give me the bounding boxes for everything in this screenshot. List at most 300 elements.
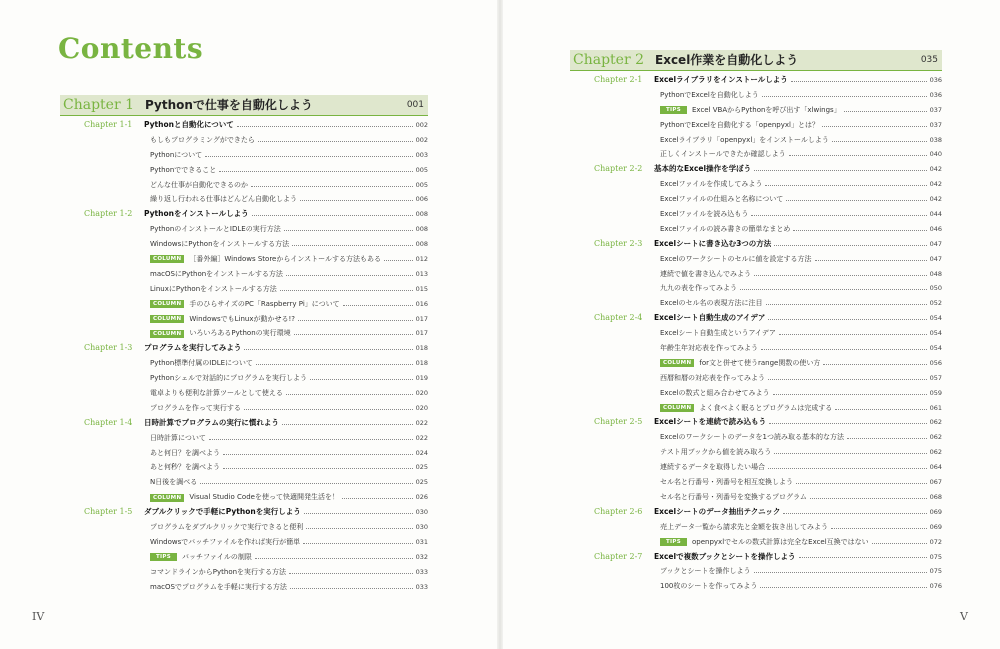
dot-leader (343, 305, 413, 306)
toc-item-row (60, 297, 428, 312)
section-title: ダブルクリックで手軽にPythonを実行しよう (144, 507, 301, 517)
toc-item-row (570, 88, 942, 103)
toc-entry (660, 192, 942, 207)
chapter-page: 001 (406, 100, 424, 110)
toc-entry (660, 222, 942, 237)
toc-item-row (570, 445, 942, 460)
dot-leader (286, 275, 413, 276)
toc-chapter-1 (60, 95, 428, 595)
toc-item-row (570, 118, 942, 133)
item-title: どんな仕事が自動化できるのか (150, 180, 248, 189)
toc-entry (150, 192, 428, 207)
item-title: Excelのワークシートのデータを1つ読み取る基本的な方法 (660, 433, 844, 442)
toc-entry (150, 297, 428, 312)
section-label: Chapter 2-7 (594, 551, 643, 561)
section-label: Chapter 2-2 (594, 164, 643, 174)
toc-item-row (60, 401, 428, 416)
toc-section-row (570, 550, 942, 565)
section-title: プログラムを実行してみよう (144, 343, 242, 353)
page-number: 015 (415, 284, 428, 293)
toc-entry (150, 386, 428, 401)
toc-entry (654, 415, 942, 430)
page-number: 048 (929, 269, 942, 278)
column-badge: COLUMN (150, 255, 184, 263)
dot-leader (740, 289, 927, 290)
page-number: 038 (929, 135, 942, 144)
page-number: 040 (929, 150, 942, 159)
toc-item-row (60, 520, 428, 535)
page-number: 062 (929, 448, 942, 457)
dot-leader (823, 364, 926, 365)
page-number: 031 (415, 537, 428, 546)
toc-section-row (570, 162, 942, 177)
tips-badge: TIPS (660, 106, 687, 114)
toc-entry (660, 490, 942, 505)
toc-entry (144, 118, 428, 133)
toc-entry (150, 282, 428, 297)
toc-item-row (570, 490, 942, 505)
dot-leader (342, 498, 413, 499)
toc-item-row (570, 192, 942, 207)
dot-leader (219, 171, 412, 172)
item-title: Pythonについて (150, 150, 203, 159)
page-number: 044 (929, 210, 942, 219)
item-title: Excelファイルの読み書きの簡単なまとめ (660, 224, 791, 233)
column-badge: COLUMN (660, 359, 694, 367)
toc-entry (144, 416, 428, 431)
toc-item-row (570, 386, 942, 401)
item-title: よく食べよく眠るとプログラムは完成する (699, 403, 833, 412)
page-number: 033 (415, 567, 428, 576)
toc-entry (660, 207, 942, 222)
toc-item-row (570, 267, 942, 282)
section-label: Chapter 1-1 (84, 120, 133, 129)
page-number: 018 (415, 359, 428, 368)
page-number: 059 (929, 388, 942, 397)
item-title: Excelファイルの仕組みと名称について (660, 195, 784, 204)
toc-entry (660, 296, 942, 311)
column-badge: COLUMN (150, 315, 184, 323)
section-title: Excelシートに書き込む3つの方法 (654, 238, 772, 248)
item-title: Excelライブラリ「openpyxl」をインストールしよう (660, 135, 829, 144)
dot-leader (252, 215, 413, 216)
item-title: Excel VBAからPythonを呼び出す「xlwings」 (692, 105, 841, 114)
dot-leader (294, 334, 413, 335)
toc-item-row (60, 565, 428, 580)
toc-item-row (570, 460, 942, 475)
toc-entry (654, 505, 942, 520)
toc-entry (660, 326, 942, 341)
toc-item-row (570, 133, 942, 148)
toc-entry (150, 550, 428, 565)
toc-entry (654, 237, 942, 252)
toc-item-row (60, 446, 428, 461)
toc-entry (144, 341, 428, 356)
page-number: 030 (415, 508, 428, 517)
dot-leader (290, 588, 413, 589)
toc-item-row (60, 237, 428, 252)
dot-leader (822, 126, 927, 127)
item-title: LinuxにPythonをインストールする方法 (150, 284, 277, 293)
dot-leader (282, 424, 413, 425)
item-title: PythonでExcelを自動化する「openpyxl」とは？ (660, 120, 819, 129)
toc-entry (660, 88, 942, 103)
column-badge: COLUMN (150, 494, 184, 502)
toc-entry (654, 73, 942, 88)
toc-item-row (570, 564, 942, 579)
toc-entry (660, 147, 942, 162)
page-number: 036 (929, 90, 942, 99)
toc-item-row (570, 103, 942, 118)
dot-leader (280, 290, 413, 291)
toc-item-row (60, 580, 428, 595)
chapter-heading (570, 50, 942, 71)
section-label: Chapter 2-1 (594, 75, 643, 84)
toc-section-row (570, 505, 942, 520)
page-number: 025 (415, 478, 428, 487)
chapter-title: Excel作業を自動化しよう (655, 53, 799, 67)
item-title: 繰り返し行われる仕事はどんどん自動化しよう (150, 195, 297, 204)
toc-item-row (60, 148, 428, 163)
section-label: Chapter 2-3 (594, 238, 643, 248)
dot-leader (769, 423, 927, 424)
dot-leader (796, 483, 927, 484)
toc-item-row (60, 431, 428, 446)
toc-entry (660, 430, 942, 445)
page-number: 054 (929, 314, 942, 323)
dot-leader (810, 498, 927, 499)
dot-leader (223, 454, 413, 455)
toc-entry (150, 401, 428, 416)
toc-entry (150, 460, 428, 475)
item-title: for文と併せて使うrange関数の使い方 (699, 358, 821, 367)
toc-item-row (570, 401, 942, 416)
page-number: 008 (415, 225, 428, 234)
dot-leader (244, 409, 413, 410)
item-title: WindowsでもLinuxが動かせる!? (189, 314, 296, 323)
dot-leader (768, 468, 927, 469)
chapter-heading (60, 95, 428, 116)
page-number: 069 (929, 507, 942, 516)
toc-entry (660, 401, 942, 416)
dot-leader (768, 379, 927, 380)
toc-item-row (60, 222, 428, 237)
item-title: ブックとシートを操作しよう (660, 567, 751, 576)
toc-entry (150, 475, 428, 490)
dot-leader (200, 483, 412, 484)
toc-entry (150, 237, 428, 252)
toc-entry (150, 490, 428, 505)
toc-section-row (60, 505, 428, 520)
contents-title: Contents (58, 32, 204, 65)
tips-badge: TIPS (150, 553, 177, 561)
page-number: 032 (415, 552, 428, 561)
section-title: 基本的なExcel操作を学ぼう (654, 164, 752, 174)
toc-entry (144, 505, 428, 520)
section-label: Chapter 2-4 (594, 313, 643, 323)
section-label: Chapter 1-4 (84, 417, 133, 427)
toc-section-row (60, 207, 428, 222)
dot-leader (799, 557, 927, 558)
toc-item-row (60, 550, 428, 565)
page-number: 033 (415, 582, 428, 591)
toc-section-row (570, 311, 942, 326)
toc-item-row (60, 178, 428, 193)
page-number: 012 (415, 255, 428, 264)
page-number: 067 (929, 478, 942, 487)
dot-leader (286, 394, 413, 395)
toc-entry (660, 371, 942, 386)
column-badge: COLUMN (150, 330, 184, 338)
dot-leader (255, 558, 413, 559)
item-title: セル名と行番号・列番号を相互変換しよう (660, 478, 793, 487)
dot-leader (815, 260, 927, 261)
toc-entry (150, 535, 428, 550)
toc-item-row (60, 356, 428, 371)
item-title: WindowsにPythonをインストールする方法 (150, 240, 290, 249)
item-title: Visual Studio Codeを使って快適開発生活を！ (189, 493, 339, 502)
item-title: Pythonシェルで対話的にプログラムを実行しよう (150, 374, 308, 383)
item-title: プログラムをダブルクリックで実行できると便利 (150, 523, 304, 532)
toc-item-row (570, 520, 942, 535)
dot-leader (304, 513, 413, 514)
item-title: Excelのセル名の表現方法に注目 (660, 299, 763, 308)
item-title: N日後を調べる (150, 478, 198, 487)
item-title: Python標準付属のIDLEについて (150, 359, 253, 368)
item-title: 100枚のシートを作ってみよう (660, 582, 758, 591)
toc-entry (660, 341, 942, 356)
dot-leader (774, 245, 926, 246)
dot-leader (258, 141, 413, 142)
toc-item-row (60, 326, 428, 341)
dot-leader (773, 394, 927, 395)
dot-leader (791, 81, 927, 82)
page-number: 020 (415, 389, 428, 398)
toc-entry (150, 178, 428, 193)
dot-leader (793, 230, 926, 231)
item-title: 正しくインストールできたか確認しよう (660, 150, 786, 159)
page-spine (497, 0, 503, 649)
toc-item-row (60, 133, 428, 148)
dot-leader (844, 111, 927, 112)
dot-leader (761, 349, 927, 350)
toc-entry (660, 445, 942, 460)
dot-leader (303, 543, 412, 544)
item-title: macOSでプログラムを手軽に実行する方法 (150, 582, 287, 591)
toc-item-row (570, 356, 942, 371)
page-number: 008 (415, 240, 428, 249)
toc-item-row (570, 341, 942, 356)
section-title: 日時計算でプログラムの実行に慣れよう (144, 417, 279, 427)
page-number: 030 (415, 523, 428, 532)
dot-leader (251, 186, 413, 187)
chapter-page: 035 (920, 55, 938, 65)
toc-entry (654, 550, 942, 565)
page-number: 003 (415, 150, 428, 159)
page-number: 047 (929, 254, 942, 263)
section-label: Chapter 1-5 (84, 507, 133, 517)
item-title: 連続で値を書き込んでみよう (660, 269, 751, 278)
toc-item-row (570, 296, 942, 311)
dot-leader (284, 230, 413, 231)
toc-item-row (60, 267, 428, 282)
dot-leader (298, 320, 413, 321)
toc-entry (150, 133, 428, 148)
toc-entry (660, 118, 942, 133)
dot-leader (847, 438, 927, 439)
page-number: 026 (415, 493, 428, 502)
toc-item-row (570, 430, 942, 445)
page-number: 017 (415, 329, 428, 338)
page-number: 037 (929, 105, 942, 114)
item-title: PythonでExcelを自動化しよう (660, 90, 759, 99)
item-title: 連続するデータを取得したい場合 (660, 463, 765, 472)
toc-section-row (60, 341, 428, 356)
toc-entry (150, 431, 428, 446)
dot-leader (751, 215, 926, 216)
dot-leader (835, 409, 926, 410)
dot-leader (789, 155, 927, 156)
page-number: 022 (415, 433, 428, 442)
dot-leader (786, 200, 926, 201)
item-title: 日時計算について (150, 433, 206, 442)
item-title: あと何秒？を調べよう (150, 463, 220, 472)
tips-badge: TIPS (660, 538, 687, 546)
dot-leader (768, 319, 926, 320)
section-title: Excelライブラリをインストールしよう (654, 75, 788, 84)
toc-entry (150, 520, 428, 535)
page-number: 005 (415, 180, 428, 189)
toc-entry (660, 564, 942, 579)
item-title: Excelのワークシートのセルに値を設定する方法 (660, 254, 812, 263)
dot-leader (774, 453, 926, 454)
page-number: 064 (929, 463, 942, 472)
toc-entry (150, 446, 428, 461)
page-number: 022 (415, 418, 428, 427)
page-number: 013 (415, 269, 428, 278)
page-number: 037 (929, 120, 942, 129)
dot-leader (205, 156, 412, 157)
toc-entry (660, 103, 942, 118)
toc-entry (660, 475, 942, 490)
toc-item-row (60, 490, 428, 505)
item-title: 年齢生年対応表を作ってみよう (660, 344, 758, 353)
page-number: 002 (415, 135, 428, 144)
toc-entry (660, 535, 942, 550)
page-number: 008 (415, 210, 428, 219)
item-title: 電卓よりも便利な計算ツールとして使える (150, 389, 283, 398)
page-number: 020 (415, 403, 428, 412)
toc-item-row (60, 475, 428, 490)
dot-leader (872, 543, 927, 544)
page-number: 047 (929, 239, 942, 248)
toc-entry (150, 580, 428, 595)
page-number: 017 (415, 314, 428, 323)
toc-entry (654, 162, 942, 177)
section-title: Excelで複数ブックとシートを操作しよう (654, 551, 796, 561)
dot-leader (384, 260, 413, 261)
toc-item-row (570, 371, 942, 386)
toc-item-row (570, 579, 942, 594)
dot-leader (209, 439, 413, 440)
page-number: 068 (929, 492, 942, 501)
toc-section-row (60, 416, 428, 431)
section-title: Pythonをインストールしよう (144, 209, 249, 219)
page-number: 046 (929, 224, 942, 233)
page-number: 016 (415, 299, 428, 308)
toc-entry (150, 163, 428, 178)
dot-leader (223, 468, 413, 469)
toc-item-row (60, 386, 428, 401)
toc-entry (144, 207, 428, 222)
item-title: プログラムを作って実行する (150, 403, 241, 412)
page-number: 005 (415, 165, 428, 174)
page-number: 006 (415, 195, 428, 204)
dot-leader (256, 364, 413, 365)
page-number: 019 (415, 374, 428, 383)
section-title: Excelシートを連続で読み込もう (654, 417, 767, 427)
dot-leader (832, 141, 927, 142)
item-title: Pythonでできること (150, 165, 217, 174)
toc-item-row (60, 192, 428, 207)
item-title: もしもプログラミングができたら (150, 135, 255, 144)
toc-item-row (60, 460, 428, 475)
toc-entry (660, 281, 942, 296)
page-number: 054 (929, 344, 942, 353)
item-title: 手のひらサイズのPC「Raspberry Pi」について (189, 299, 340, 308)
item-title: Excelファイルを読み込もう (660, 210, 749, 219)
item-title: 九九の表を作ってみよう (660, 284, 737, 293)
dot-leader (306, 528, 412, 529)
section-title: Excelシートのデータ抽出テクニック (654, 506, 781, 516)
page-number: 069 (929, 522, 942, 531)
toc-entry (150, 356, 428, 371)
section-label: Chapter 1-3 (84, 343, 133, 353)
section-title: Excelシート自動生成のアイデア (654, 313, 766, 323)
page-number: 061 (929, 403, 942, 412)
toc-item-row (570, 252, 942, 267)
item-title: Excelファイルを作成してみよう (660, 180, 763, 189)
toc-entry (660, 520, 942, 535)
toc-item-row (570, 207, 942, 222)
toc-section-row (570, 73, 942, 88)
chapter-title: Pythonで仕事を自動化しよう (145, 98, 313, 112)
toc-item-row (60, 163, 428, 178)
toc-item-row (570, 147, 942, 162)
dot-leader (783, 513, 926, 514)
page-number-left: IV (32, 610, 45, 623)
toc-section-row (60, 118, 428, 133)
section-label: Chapter 1-2 (84, 209, 133, 219)
dot-leader (310, 379, 413, 380)
dot-leader (762, 96, 927, 97)
chapter-label: Chapter 1 (63, 97, 134, 113)
toc-entry (660, 177, 942, 192)
page-number: 062 (929, 433, 942, 442)
item-title: コマンドラインからPythonを実行する方法 (150, 567, 287, 576)
column-badge: COLUMN (660, 404, 694, 412)
page-number: 054 (929, 329, 942, 338)
dot-leader (754, 170, 927, 171)
page-number: 052 (929, 299, 942, 308)
page-number: 042 (929, 165, 942, 174)
page-number: 025 (415, 463, 428, 472)
column-badge: COLUMN (150, 300, 184, 308)
page-number: 076 (929, 582, 942, 591)
page-number: 075 (929, 552, 942, 561)
item-title: openpyxlでセルの数式計算は完全なExcel互換ではない (692, 537, 869, 546)
page-number: 042 (929, 195, 942, 204)
